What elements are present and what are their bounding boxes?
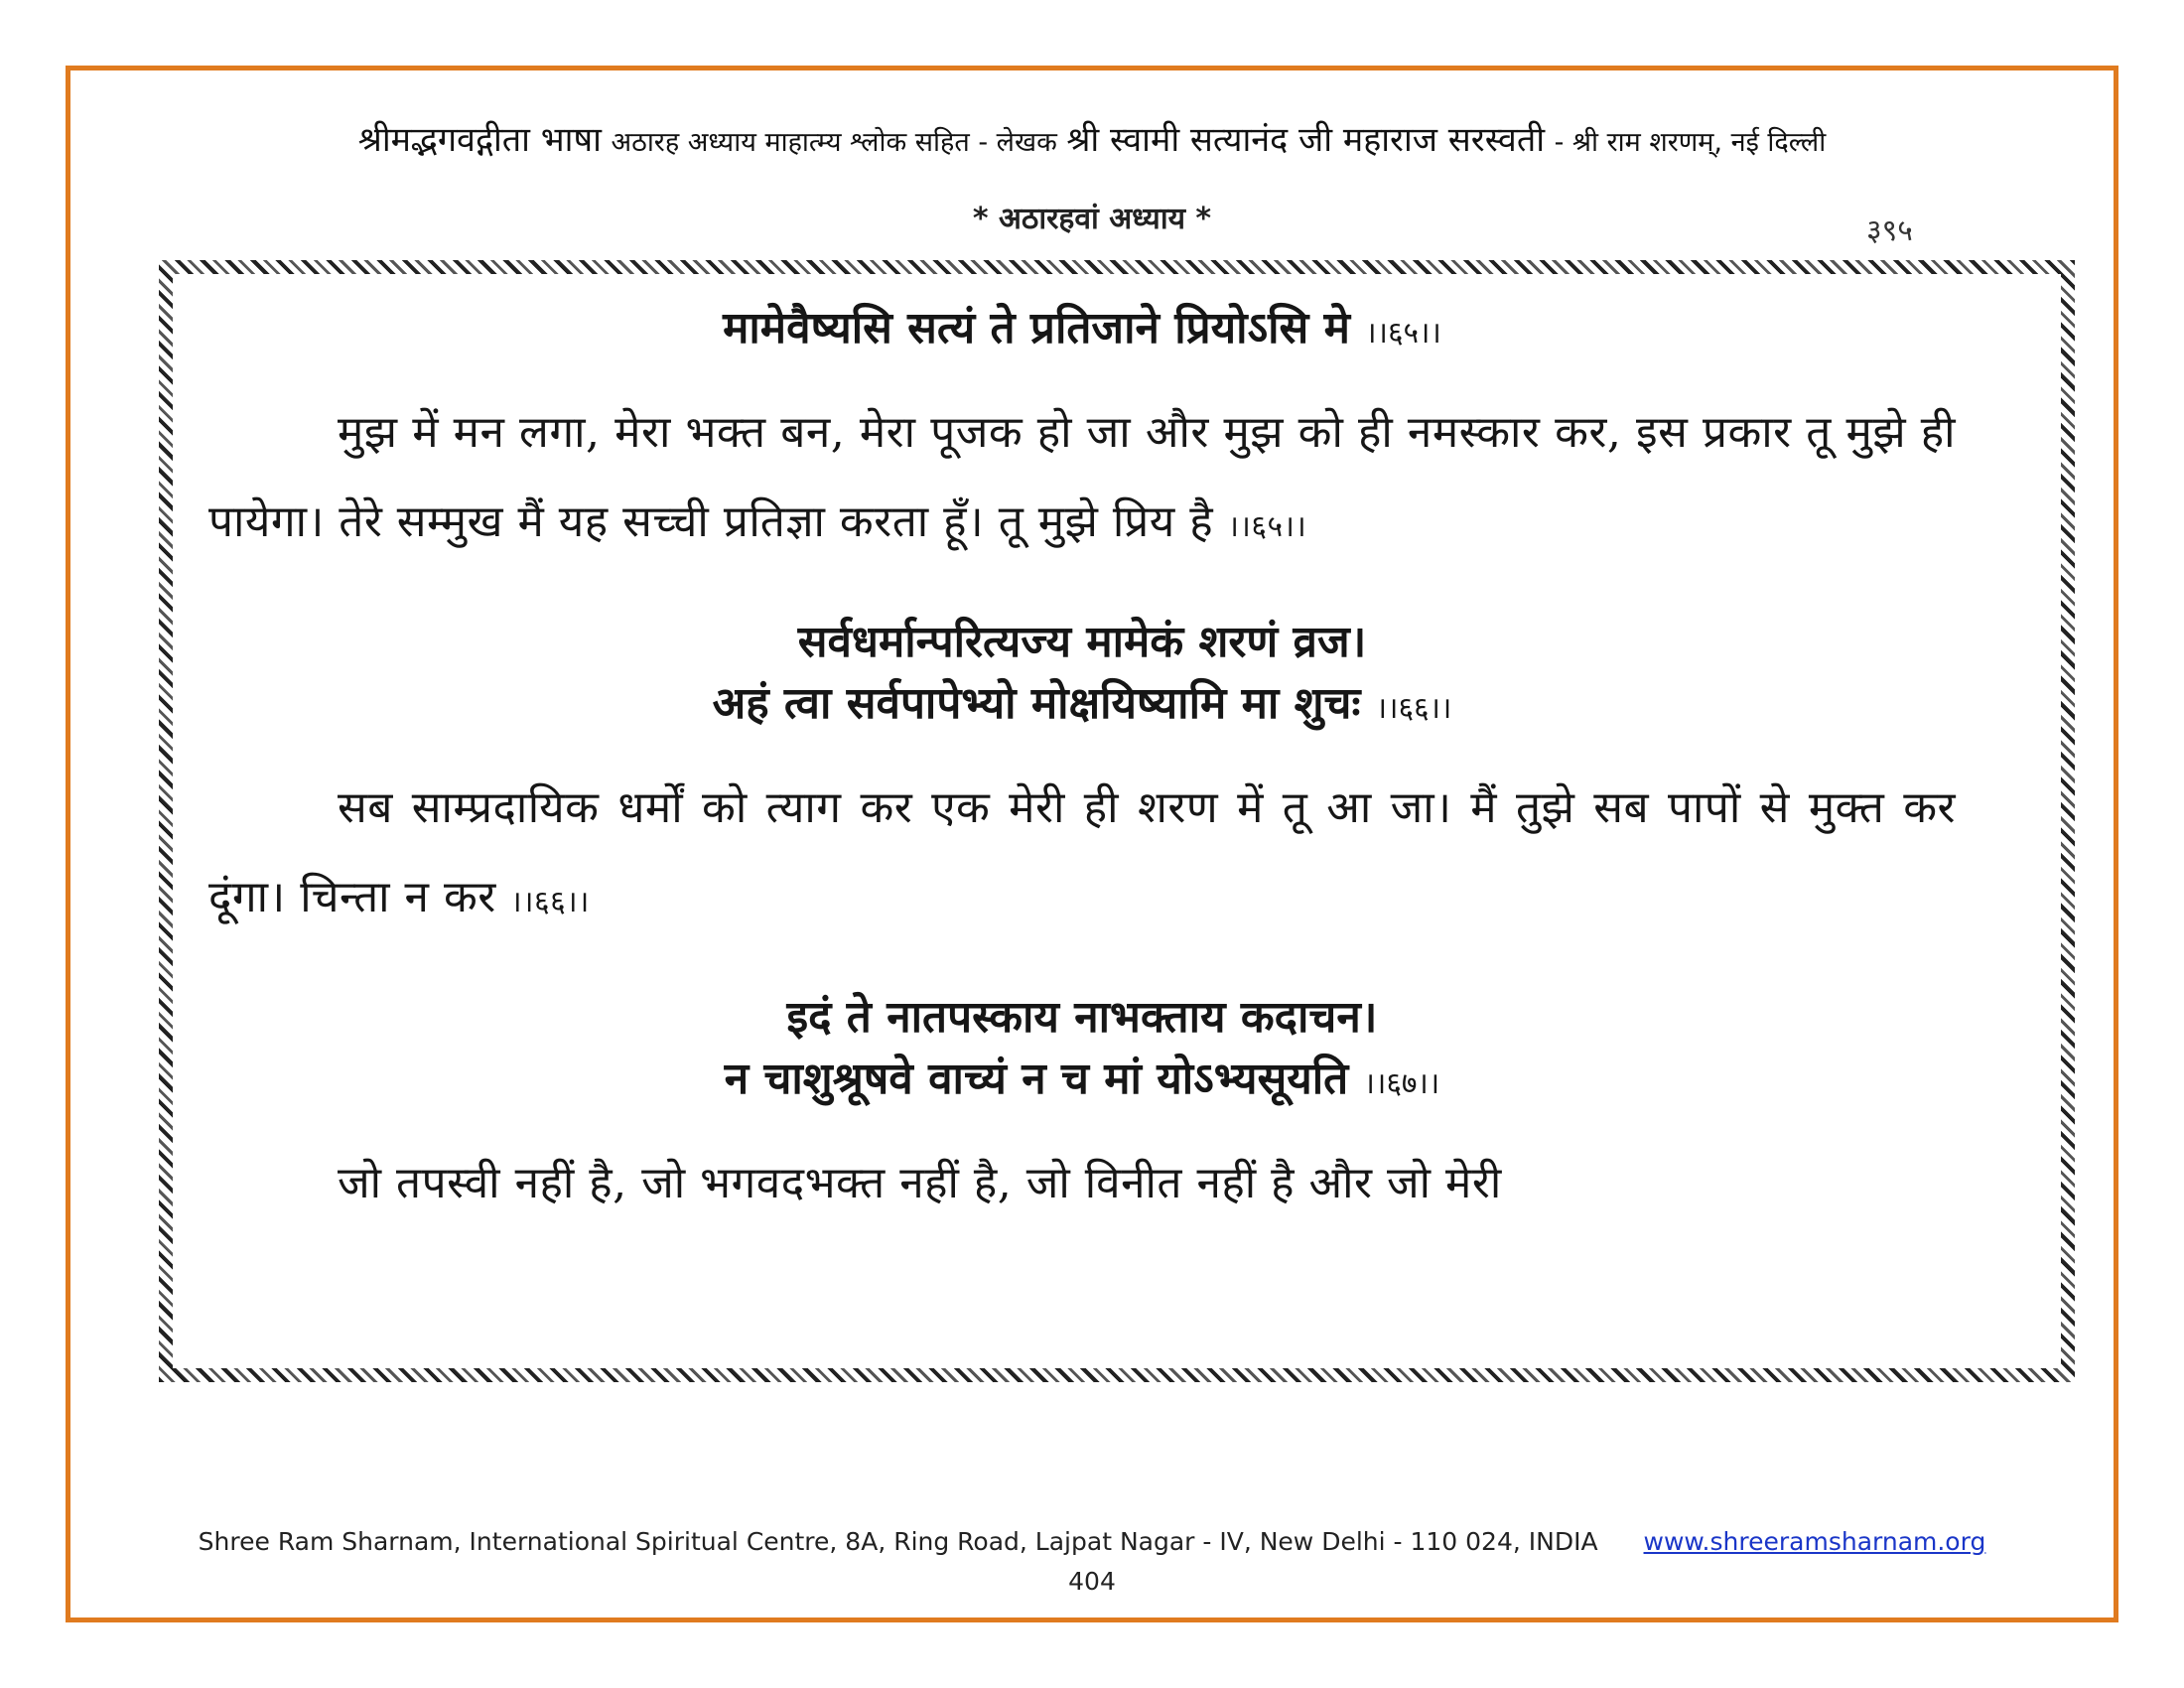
scanned-text-body — [208, 298, 1956, 1258]
translation-66 — [208, 764, 1956, 947]
scanned-page-number: ३९५ — [1866, 213, 1913, 248]
verse-67-line-1: इदं ते नातपस्काय नाभक्ताय कदाचन। — [786, 992, 1378, 1043]
header-title: श्रीमद्भगवद्गीता भाषा — [357, 120, 602, 160]
translation-65 — [208, 388, 1956, 572]
translation-67-text: जो तपस्वी नहीं है, जो भगवदभक्त नहीं है, जो विनीत नहीं है और जो मेरी — [338, 1158, 1502, 1208]
website-link[interactable]: www.shreeramsharnam.org — [1643, 1527, 1986, 1556]
header-publisher: - श्री राम शरणम्, नई दिल्ली — [1554, 127, 1827, 158]
translation-67-start — [208, 1139, 1956, 1228]
verse-65 — [208, 298, 1956, 364]
translation-65-text: मुझ में मन लगा, मेरा भक्त बन, मेरा पूजक हो जा और मुझ को ही नमस्कार कर, इस प्रकार तू मुझे ही पायेगा। तेरे सम्मुख मैं यह सच्ची प्रतिज्ञा करता हूँ। तू मुझे प्रिय है — [208, 407, 1956, 547]
footer-address: Shree Ram Sharnam, International Spiritual Centre, 8A, Ring Road, Lajpat Nagar - IV, New Delhi - 110 024, INDIA — [198, 1527, 1598, 1556]
chapter-title: * अठारहवां अध्याय * — [972, 202, 1212, 236]
verse-67 — [208, 987, 1956, 1115]
footer — [66, 1527, 2118, 1556]
verse-65-line: मामेवैष्यसि सत्यं ते प्रतिजाने प्रियोऽसि मे — [723, 303, 1350, 353]
page-number: 404 — [1068, 1567, 1116, 1596]
translation-66-text: सब साम्प्रदायिक धर्मों को त्याग कर एक मेरी ही शरण में तू आ जा। मैं तुझे सब पापों से मुक्त कर दूंगा। चिन्ता न कर — [208, 782, 1956, 922]
header-author: श्री स्वामी सत्यानंद जी महाराज सरस्वती — [1066, 120, 1546, 160]
header-subtitle: अठारह अध्याय माहात्म्य श्लोक सहित - लेखक — [611, 127, 1057, 158]
verse-67-line-2: न चाशुश्रूषवे वाच्यं न च मां योऽभ्यसूयति — [724, 1054, 1349, 1104]
verse-66-line-1: सर्वधर्मान्परित्यज्य मामेकं शरणं व्रज। — [797, 617, 1367, 667]
verse-66-line-2: अहं त्वा सर्वपापेभ्यो मोक्षयिष्यामि मा शुचः — [712, 678, 1361, 729]
verse-66-number: ।।६६।। — [1375, 691, 1452, 726]
translation-66-number: ।।६६।। — [510, 885, 590, 919]
verse-65-number: ।।६५।। — [1365, 316, 1441, 351]
document-header — [66, 115, 2118, 161]
verse-67-number: ।।६७।। — [1363, 1066, 1440, 1101]
verse-66 — [208, 612, 1956, 740]
translation-65-number: ।।६५।। — [1227, 509, 1307, 544]
